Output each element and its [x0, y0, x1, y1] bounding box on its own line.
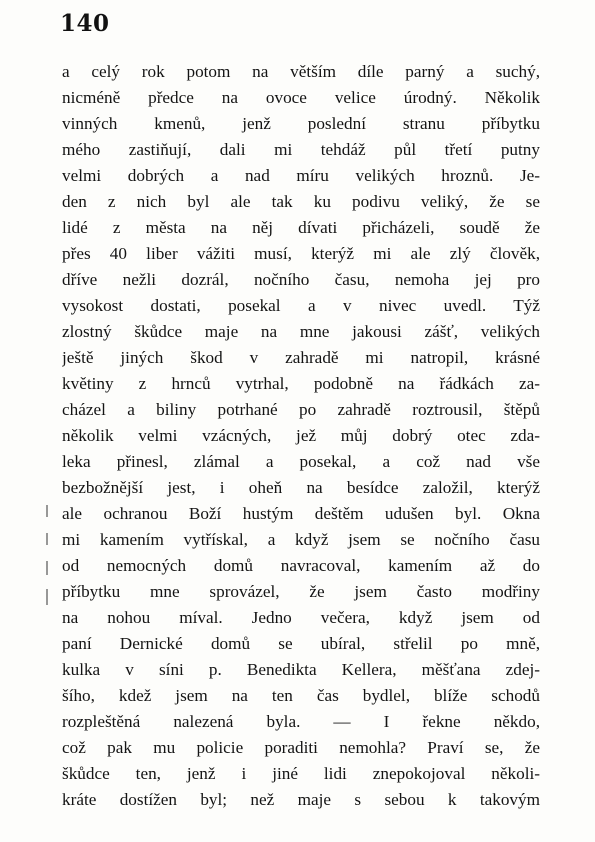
- text-line: na nohou míval. Jedno večera, když jsem od: [62, 608, 540, 627]
- text-line: zlostný škůdce maje na mne jakousi zášť, velikých: [62, 322, 540, 341]
- text-line: několik velmi vzácných, jež můj dobrý otec zda-: [62, 426, 540, 445]
- text-line: paní Dernické domů se ubíral, střelil po mně,: [62, 634, 540, 653]
- text-line: rozpleštěná nalezená byla. — I řekne někdo,: [62, 712, 540, 731]
- text-line: nicméně předce na ovoce velice úrodný. Několik: [62, 88, 540, 107]
- text-line: dříve nežli dozrál, nočního času, nemoha jej pro: [62, 270, 540, 289]
- text-line: škůdce ten, jenž i jiné lidi znepokojoval několi-: [62, 764, 540, 783]
- text-line: kráte dostížen byl; než maje s sebou k takovým: [62, 790, 540, 809]
- body-text: [62, 59, 540, 813]
- text-line: a celý rok potom na větším díle parný a suchý,: [62, 62, 540, 81]
- text-line: mého zastiňují, dali mi tehdáž půl třetí putny: [62, 140, 540, 159]
- text-line: vinných kmenů, jenž poslední stranu příbytku: [62, 114, 540, 133]
- text-line: příbytku mne sprovázel, že jsem často modřiny: [62, 582, 540, 601]
- text-line: leka přinesl, zlámal a posekal, a což nad vše: [62, 452, 540, 471]
- text-line: bezbožnější jest, i oheň na besídce založil, kterýž: [62, 478, 540, 497]
- text-line: mi kamením vytřískal, a když jsem se nočního času: [62, 530, 540, 549]
- text-line: den z nich byl ale tak ku podivu veliký, že se: [62, 192, 540, 211]
- text-line: lidé z města na něj dívati přicházeli, soudě že: [62, 218, 540, 237]
- text-line: cházel a biliny potrhané po zahradě roztrousil, štěpů: [62, 400, 540, 419]
- text-line: šího, kdež jsem na ten čas bydlel, blíže schodů: [62, 686, 540, 705]
- text-line: květiny z hrnců vytrhal, podobně na řádkách za-: [62, 374, 540, 393]
- text-line: vysokost dostati, posekal a v nivec uvedl. Týž: [62, 296, 540, 315]
- page-number: 140: [60, 10, 110, 37]
- text-line: velmi dobrých a nad míru velikých hroznů. Je-: [62, 166, 540, 185]
- text-line: od nemocných domů navracoval, kamením až do: [62, 556, 540, 575]
- text-line: ještě jiných škod v zahradě mi natropil, krásné: [62, 348, 540, 367]
- margin-marks: [44, 505, 50, 625]
- text-line: přes 40 liber vážiti musí, kterýž mi ale zlý člověk,: [62, 244, 540, 263]
- text-line: kulka v síni p. Benedikta Kellera, měšťana zdej-: [62, 660, 540, 679]
- text-line: ale ochranou Boží hustým deštěm udušen byl. Okna: [62, 504, 540, 523]
- text-line: což pak mu policie poraditi nemohla? Praví se, že: [62, 738, 540, 757]
